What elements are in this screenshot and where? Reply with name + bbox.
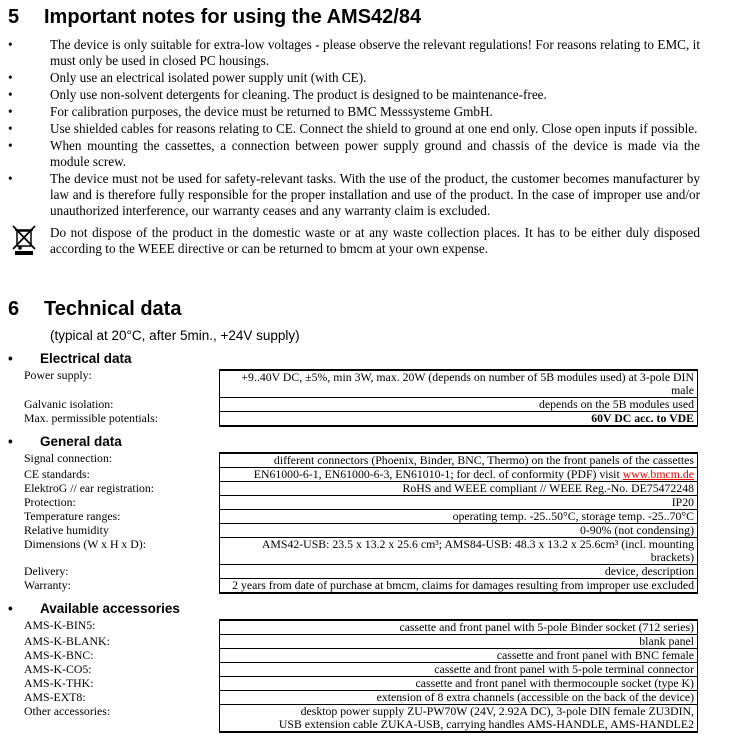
row-value: 2 years from date of purchase at bmcm, claims for damages resulting from improper use excluded bbox=[219, 578, 698, 594]
note-item: • The device is only suitable for extra-low voltages - please observe the relevant regulations! For reasons relating to EMC, it must only be used in closed PC housings. bbox=[8, 37, 700, 68]
row-value: blank panel bbox=[219, 634, 698, 649]
table-row bbox=[24, 691, 698, 705]
row-value: EN61000-6-1, EN61000-6-3, EN61010-1; for decl. of conformity (PDF) visit www.bmcm.de bbox=[219, 467, 698, 482]
row-label: Temperature ranges: bbox=[24, 509, 121, 523]
row-value: RoHS and WEEE compliant // WEEE Reg.-No. DE75472248 bbox=[219, 481, 698, 496]
note-item: • When mounting the cassettes, a connection between power supply ground and chassis of the device is made via the module screw. bbox=[8, 138, 700, 169]
row-label: Signal connection: bbox=[24, 451, 113, 465]
row-label: Max. permissible potentials: bbox=[24, 411, 159, 425]
row-value: device, description bbox=[219, 564, 698, 579]
row-label: Power supply: bbox=[24, 368, 92, 382]
row-label: AMS-EXT8: bbox=[24, 690, 86, 704]
table-row bbox=[24, 649, 698, 663]
table-row bbox=[24, 412, 698, 427]
row-label: Protection: bbox=[24, 495, 76, 509]
table-row bbox=[24, 524, 698, 538]
row-label: AMS-K-BIN5: bbox=[24, 618, 96, 632]
bullet: • bbox=[8, 37, 13, 52]
table-row bbox=[24, 538, 698, 565]
row-label: Dimensions (W x H x D): bbox=[24, 537, 147, 551]
electrical-data-heading: • Electrical data bbox=[8, 351, 132, 366]
general-data-table bbox=[24, 452, 698, 594]
note-item: • Use shielded cables for reasons relating to CE. Connect the shield to ground at one end only. Close open inputs if possible. bbox=[8, 121, 698, 136]
row-label: CE standards: bbox=[24, 467, 90, 481]
accessories-table bbox=[24, 619, 698, 733]
table-row bbox=[24, 482, 698, 496]
bullet: • bbox=[8, 171, 13, 186]
table-row bbox=[24, 452, 698, 468]
table-row bbox=[24, 496, 698, 510]
row-label: AMS-K-CO5: bbox=[24, 662, 92, 676]
section-5-heading: 5 Important notes for using the AMS42/84 bbox=[8, 6, 422, 28]
row-label: Other accessories: bbox=[24, 704, 111, 718]
general-data-heading: • General data bbox=[8, 434, 122, 449]
crossed-out-bin-icon bbox=[12, 225, 36, 259]
bullet: • bbox=[8, 121, 13, 136]
row-value: 60V DC acc. to VDE bbox=[219, 411, 698, 427]
bullet: • bbox=[8, 70, 13, 85]
row-value: cassette and front panel with 5-pole terminal connector bbox=[219, 662, 698, 677]
row-value: cassette and front panel with 5-pole Binder socket (712 series) bbox=[219, 619, 698, 635]
table-row bbox=[24, 369, 698, 398]
section-6-subtitle: (typical at 20°C, after 5min., +24V supply) bbox=[50, 328, 300, 343]
row-value: extension of 8 extra channels (accessible on the back of the device) bbox=[219, 690, 698, 705]
note-item: • The device must not be used for safety-relevant tasks. With the use of the product, the customer becomes manufacturer by law and is therefore fully responsible for the proper installation and use of the product. In the case of improper use and/or unauthorized interference, our warranty ceases and any warranty claim is excluded. bbox=[8, 171, 700, 218]
notes-list bbox=[0, 37, 700, 219]
row-label: Delivery: bbox=[24, 564, 69, 578]
table-row bbox=[24, 705, 698, 733]
row-value: depends on the 5B modules used bbox=[219, 397, 698, 412]
row-value: operating temp. -25..50°C, storage temp. -25..70°C bbox=[219, 509, 698, 524]
table-row bbox=[24, 619, 698, 635]
row-label: AMS-K-THK: bbox=[24, 676, 94, 690]
note-item: • Only use an electrical isolated power supply unit (with CE). bbox=[8, 70, 367, 85]
table-row bbox=[24, 663, 698, 677]
bullet: • bbox=[8, 87, 13, 102]
note-item: • For calibration purposes, the device must be returned to BMC Messsysteme GmbH. bbox=[8, 104, 493, 119]
row-value: cassette and front panel with thermocouple socket (type K) bbox=[219, 676, 698, 691]
table-row bbox=[24, 635, 698, 649]
bullet: • bbox=[8, 104, 13, 119]
row-label: ElektroG // ear registration: bbox=[24, 481, 155, 495]
row-label: Warranty: bbox=[24, 578, 71, 592]
accessories-heading: • Available accessories bbox=[8, 601, 180, 616]
bullet: • bbox=[8, 138, 13, 153]
row-value: IP20 bbox=[219, 495, 698, 510]
row-label: AMS-K-BNC: bbox=[24, 648, 94, 662]
section-6-heading: 6 Technical data bbox=[8, 298, 182, 320]
row-value: 0-90% (not condensing) bbox=[219, 523, 698, 538]
table-row bbox=[24, 468, 698, 482]
bmcm-link[interactable]: www.bmcm.de bbox=[622, 467, 694, 481]
row-value: cassette and front panel with BNC female bbox=[219, 648, 698, 663]
table-row bbox=[24, 677, 698, 691]
table-row bbox=[24, 510, 698, 524]
row-value: desktop power supply ZU-PW70W (24V, 2.92A DC), 3-pole DIN female ZU3DIN, USB extension cable ZUKA-USB, carrying handles AMS-HANDLE, AMS-HANDLE2 bbox=[219, 704, 698, 733]
table-row bbox=[24, 565, 698, 579]
table-row bbox=[24, 579, 698, 594]
row-label: Galvanic isolation: bbox=[24, 397, 114, 411]
note-item: • Only use non-solvent detergents for cleaning. The product is designed to be maintenance-free. bbox=[8, 87, 547, 102]
row-label: Relative humidity bbox=[24, 523, 109, 537]
row-value: +9..40V DC, ±5%, min 3W, max. 20W (depends on number of 5B modules used) at 3-pole DIN male bbox=[219, 369, 698, 398]
row-value: AMS42-USB: 23.5 x 13.2 x 25.6 cm³; AMS84-USB: 48.3 x 13.2 x 25.6cm³ (incl. mounting brackets) bbox=[219, 537, 698, 565]
weee-note: Do not dispose of the product in the domestic waste or at any waste collection places. It has to be either duly disposed according to the WEEE directive or can be returned to bmcm at your own expense. bbox=[0, 225, 700, 257]
row-value: different connectors (Phoenix, Binder, BNC, Thermo) on the front panels of the cassettes bbox=[219, 452, 698, 468]
electrical-data-table bbox=[24, 369, 698, 427]
table-row bbox=[24, 398, 698, 412]
row-label: AMS-K-BLANK: bbox=[24, 634, 110, 648]
